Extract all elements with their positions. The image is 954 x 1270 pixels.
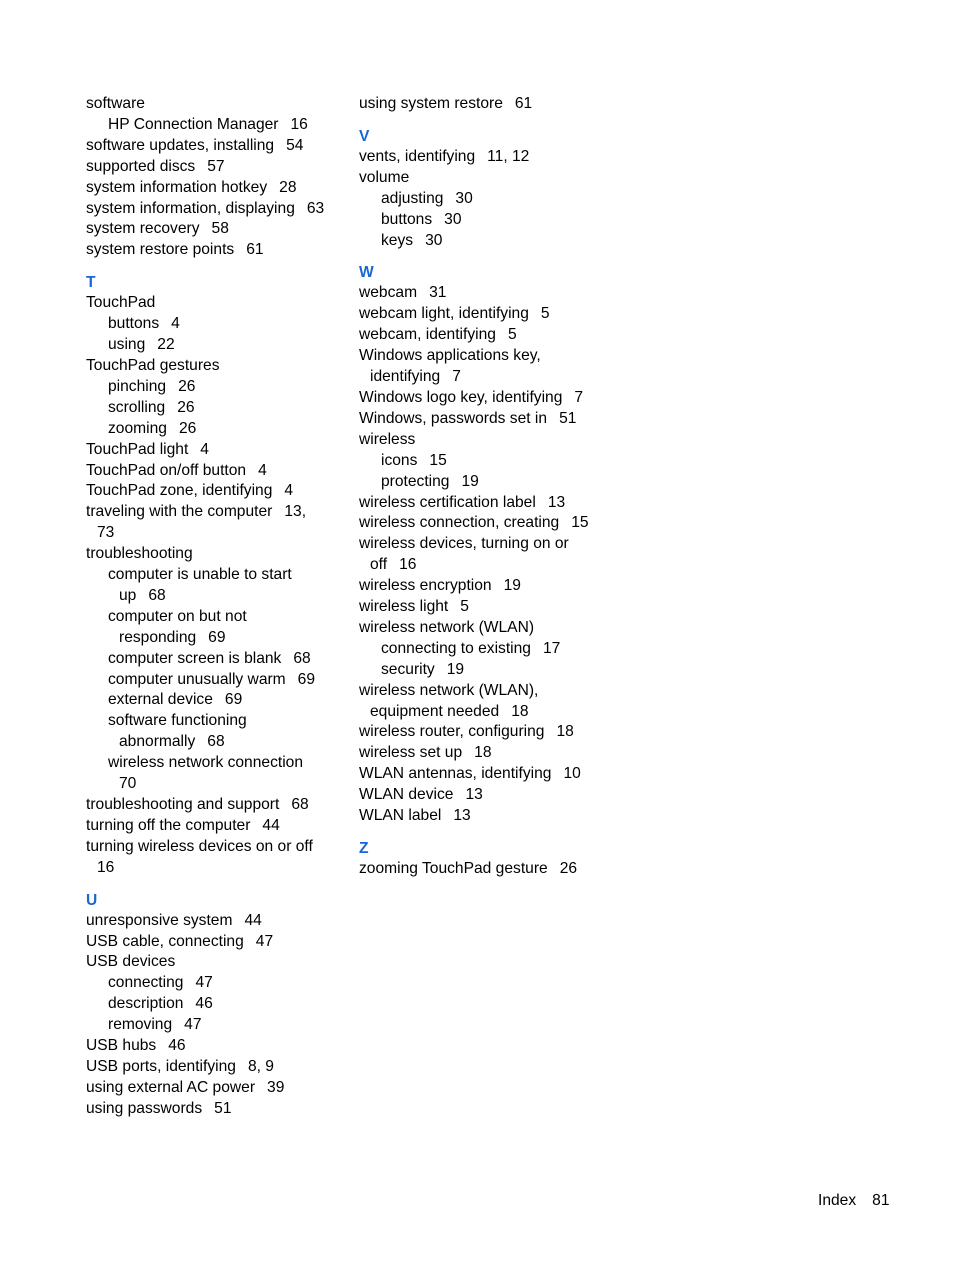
index-subentry bbox=[359, 472, 621, 493]
entry-term: scrolling bbox=[108, 398, 166, 416]
entry-continuation bbox=[359, 555, 621, 576]
index-column-left bbox=[86, 94, 348, 1132]
entry-page-ref[interactable]: 47 bbox=[195, 974, 213, 992]
entry-term: using system restore bbox=[359, 95, 503, 112]
index-entry bbox=[359, 325, 621, 346]
continuation-text: up bbox=[119, 586, 137, 604]
entry-page-ref[interactable]: 4 bbox=[200, 440, 209, 458]
entry-page-ref[interactable]: 26 bbox=[559, 860, 578, 877]
entry-term: Windows, passwords set in bbox=[359, 409, 548, 427]
section-letter: W bbox=[359, 264, 374, 282]
index-entry bbox=[86, 440, 348, 461]
index-subentry bbox=[86, 753, 348, 795]
index-section bbox=[86, 94, 348, 261]
entry-term: HP Connection Manager bbox=[108, 115, 279, 133]
entry-page-ref[interactable]: 31 bbox=[429, 284, 447, 302]
entry-page-ref[interactable]: 26 bbox=[178, 419, 197, 437]
section-letter: V bbox=[359, 127, 370, 145]
index-entry bbox=[86, 502, 348, 544]
entry-page-ref[interactable]: 18 bbox=[474, 744, 492, 762]
entry-term: turning off the computer bbox=[86, 816, 251, 834]
entry-page-ref[interactable]: 19 bbox=[503, 577, 521, 595]
index-subentry bbox=[86, 1015, 348, 1036]
index-entry bbox=[86, 1078, 348, 1099]
entry-term: pinching bbox=[108, 377, 167, 395]
index-subentry bbox=[86, 649, 348, 670]
entry-continuation bbox=[359, 702, 621, 723]
continuation-text: responding bbox=[119, 628, 197, 646]
index-entry bbox=[86, 952, 348, 973]
entry-term: TouchPad zone, identifying bbox=[86, 482, 273, 500]
entry-page-ref[interactable]: 22 bbox=[157, 336, 175, 354]
entry-term: volume bbox=[359, 168, 410, 186]
index-entry bbox=[86, 136, 348, 157]
index-subentry bbox=[359, 231, 621, 252]
entry-page-ref[interactable]: 11, 12 bbox=[487, 147, 530, 165]
entry-page-ref[interactable]: 51 bbox=[559, 409, 577, 427]
index-entry bbox=[359, 94, 621, 115]
index-section bbox=[359, 839, 621, 880]
section-letter: T bbox=[86, 274, 96, 292]
entry-term: computer is unable to start bbox=[108, 566, 292, 584]
entry-page-ref[interactable]: 10 bbox=[563, 765, 581, 783]
entry-page-ref[interactable]: 47 bbox=[255, 932, 274, 950]
entry-page-ref[interactable]: 39 bbox=[267, 1078, 285, 1096]
entry-term: software updates, installing bbox=[86, 136, 275, 154]
entry-page-ref[interactable]: 46 bbox=[168, 1037, 186, 1055]
entry-page-ref[interactable]: 51 bbox=[214, 1099, 232, 1117]
index-subentry bbox=[86, 711, 348, 753]
entry-page-ref[interactable]: 30 bbox=[455, 189, 473, 207]
entry-page-ref[interactable]: 16 bbox=[290, 115, 308, 133]
entry-continuation bbox=[86, 858, 348, 879]
index-section bbox=[359, 263, 621, 827]
entry-page-ref[interactable]: 61 bbox=[246, 241, 264, 259]
entry-term: using external AC power bbox=[86, 1078, 256, 1096]
entry-term: Windows applications key, bbox=[359, 347, 541, 365]
entry-term: turning wireless devices on or off bbox=[86, 837, 313, 855]
entry-term: description bbox=[108, 995, 184, 1013]
continuation-text: identifying bbox=[370, 368, 441, 386]
entry-page-ref[interactable]: 26 bbox=[178, 377, 196, 395]
index-section bbox=[359, 127, 621, 252]
index-entry bbox=[86, 481, 348, 502]
index-subentry bbox=[359, 660, 621, 681]
footer-label: Index bbox=[818, 1192, 857, 1209]
entry-term: system information hotkey bbox=[86, 178, 268, 196]
entry-page-ref[interactable]: 8, 9 bbox=[247, 1057, 274, 1075]
entry-term: troubleshooting bbox=[86, 545, 193, 563]
entry-page-ref[interactable]: 61 bbox=[514, 95, 533, 112]
entry-term: system restore points bbox=[86, 241, 235, 259]
index-entry bbox=[359, 409, 621, 430]
entry-page-ref[interactable]: 4 bbox=[171, 315, 180, 333]
entry-page-ref[interactable]: 44 bbox=[244, 911, 262, 929]
entry-continuation bbox=[108, 774, 348, 795]
entry-term: buttons bbox=[381, 210, 433, 228]
entry-term: connecting to existing bbox=[381, 639, 531, 657]
entry-page-ref[interactable]: 68 bbox=[293, 649, 311, 667]
index-entry bbox=[359, 597, 621, 618]
index-entry bbox=[86, 932, 348, 953]
index-subentry bbox=[86, 690, 348, 711]
entry-page-ref[interactable]: 18 bbox=[511, 702, 529, 720]
entry-term: software functioning bbox=[108, 712, 247, 730]
index-column-right bbox=[359, 94, 621, 892]
entry-term: using bbox=[108, 336, 146, 354]
index-subentry bbox=[86, 994, 348, 1015]
index-entry bbox=[359, 576, 621, 597]
index-entry bbox=[86, 219, 348, 240]
index-entry bbox=[359, 681, 621, 723]
index-subentry bbox=[359, 451, 621, 472]
entry-term: USB cable, connecting bbox=[86, 932, 244, 950]
entry-term: TouchPad bbox=[86, 294, 156, 312]
entry-term: wireless router, configuring bbox=[359, 723, 545, 741]
entry-term: wireless encryption bbox=[359, 577, 492, 595]
index-entry bbox=[86, 157, 348, 178]
entry-page-ref[interactable]: 44 bbox=[262, 816, 280, 834]
entry-page-ref[interactable]: 7 bbox=[574, 388, 584, 406]
entry-term: webcam bbox=[359, 284, 418, 302]
entry-page-ref[interactable]: 57 bbox=[207, 157, 225, 175]
entry-page-ref[interactable]: 17 bbox=[542, 639, 561, 657]
index-entry bbox=[86, 1036, 348, 1057]
entry-page-ref[interactable]: 5 bbox=[460, 598, 469, 616]
entry-term: wireless network connection bbox=[108, 754, 304, 772]
index-entry bbox=[359, 346, 621, 388]
entry-term: zooming TouchPad gesture bbox=[359, 860, 548, 877]
entry-term: wireless set up bbox=[359, 744, 463, 762]
index-entry bbox=[86, 293, 348, 314]
entry-term: connecting bbox=[108, 974, 184, 992]
index-entry bbox=[86, 837, 348, 879]
entry-page-ref[interactable]: 73 bbox=[97, 524, 115, 542]
entry-term: TouchPad light bbox=[86, 440, 189, 458]
index-entry bbox=[359, 147, 621, 168]
entry-term: traveling with the computer bbox=[86, 503, 273, 521]
entry-term: using passwords bbox=[86, 1099, 203, 1117]
index-entry bbox=[86, 94, 348, 115]
entry-term: wireless light bbox=[359, 598, 449, 616]
index-subentry bbox=[86, 115, 348, 136]
entry-page-ref[interactable]: 69 bbox=[297, 670, 316, 688]
index-entry bbox=[86, 461, 348, 482]
index-subentry bbox=[86, 607, 348, 649]
index-entry bbox=[359, 722, 621, 743]
entry-page-ref[interactable]: 13 bbox=[547, 493, 566, 511]
entry-term: computer on but not bbox=[108, 607, 247, 625]
entry-term: TouchPad gestures bbox=[86, 356, 220, 374]
entry-page-ref[interactable]: 5 bbox=[507, 326, 517, 344]
index-section bbox=[86, 273, 348, 878]
entry-term: WLAN antennas, identifying bbox=[359, 765, 552, 783]
entry-page-ref[interactable]: 63 bbox=[306, 199, 325, 217]
entry-page-ref[interactable]: 26 bbox=[177, 398, 195, 416]
entry-term: external device bbox=[108, 691, 213, 709]
continuation-text: equipment needed bbox=[370, 702, 500, 720]
index-subentry bbox=[86, 565, 348, 607]
entry-page-ref[interactable]: 68 bbox=[291, 796, 309, 813]
entry-page-ref[interactable]: 58 bbox=[211, 220, 229, 238]
entry-term: vents, identifying bbox=[359, 147, 476, 165]
entry-term: system recovery bbox=[86, 220, 200, 238]
entry-page-ref[interactable]: 16 bbox=[97, 858, 115, 876]
entry-page-ref[interactable]: 30 bbox=[425, 231, 443, 249]
index-entry bbox=[359, 168, 621, 189]
index-subentry bbox=[86, 377, 348, 398]
entry-term: removing bbox=[108, 1016, 173, 1034]
entry-term: keys bbox=[381, 231, 414, 249]
entry-term: computer screen is blank bbox=[108, 649, 282, 667]
index-entry bbox=[86, 544, 348, 565]
index-section bbox=[86, 891, 348, 1120]
entry-term: wireless network (WLAN) bbox=[359, 618, 535, 636]
entry-page-ref[interactable]: 15 bbox=[429, 451, 447, 469]
entry-page-ref[interactable]: 28 bbox=[279, 178, 297, 196]
entry-continuation bbox=[86, 523, 348, 544]
entry-term: security bbox=[381, 660, 435, 678]
entry-term: wireless devices, turning on or bbox=[359, 535, 569, 553]
entry-term: system information, displaying bbox=[86, 199, 295, 217]
page-number: 81 bbox=[872, 1192, 890, 1209]
index-entry bbox=[86, 1057, 348, 1078]
entry-page-ref[interactable]: 47 bbox=[184, 1016, 202, 1034]
index-entry bbox=[359, 859, 621, 880]
entry-page-ref[interactable]: 30 bbox=[444, 210, 462, 228]
entry-term: WLAN label bbox=[359, 807, 442, 825]
index-entry bbox=[359, 785, 621, 806]
entry-term: troubleshooting and support bbox=[86, 796, 280, 813]
entry-term: webcam light, identifying bbox=[359, 305, 529, 323]
index-entry bbox=[86, 795, 348, 816]
index-subentry bbox=[86, 670, 348, 691]
index-entry bbox=[359, 493, 621, 514]
entry-term: unresponsive system bbox=[86, 911, 233, 929]
entry-page-ref[interactable]: 16 bbox=[399, 556, 417, 574]
index-subentry bbox=[86, 973, 348, 994]
entry-continuation bbox=[108, 732, 348, 753]
page-footer bbox=[818, 1190, 890, 1212]
entry-page-ref[interactable]: 4 bbox=[258, 461, 267, 479]
index-subentry bbox=[86, 419, 348, 440]
entry-term: WLAN device bbox=[359, 786, 454, 804]
entry-page-ref[interactable]: 54 bbox=[286, 136, 304, 154]
entry-term: buttons bbox=[108, 315, 160, 333]
index-entry bbox=[359, 304, 621, 325]
entry-term: zooming bbox=[108, 419, 167, 437]
entry-page-ref[interactable]: 18 bbox=[556, 723, 574, 741]
section-letter: U bbox=[86, 891, 98, 909]
index-entry bbox=[359, 806, 621, 827]
index-subentry bbox=[86, 314, 348, 335]
index-subentry bbox=[86, 398, 348, 419]
index-entry bbox=[359, 430, 621, 451]
index-entry bbox=[86, 911, 348, 932]
entry-term: wireless bbox=[359, 430, 416, 448]
entry-term: adjusting bbox=[381, 189, 444, 207]
index-entry bbox=[86, 178, 348, 199]
continuation-text: abnormally bbox=[119, 733, 196, 751]
index-entry bbox=[359, 283, 621, 304]
entry-term: computer unusually warm bbox=[108, 670, 286, 688]
section-letter: Z bbox=[359, 840, 369, 857]
entry-continuation bbox=[108, 586, 348, 607]
entry-page-ref[interactable]: 68 bbox=[148, 586, 166, 604]
entry-continuation bbox=[108, 628, 348, 649]
entry-term: icons bbox=[381, 451, 418, 469]
entry-page-ref[interactable]: 13 bbox=[465, 786, 483, 804]
entry-page-ref[interactable]: 69 bbox=[208, 628, 226, 646]
entry-term: webcam, identifying bbox=[359, 326, 496, 344]
entry-term: wireless connection, creating bbox=[359, 514, 560, 532]
entry-term: protecting bbox=[381, 472, 450, 490]
index-entry bbox=[359, 618, 621, 639]
index-entry bbox=[86, 1099, 348, 1120]
entry-page-ref[interactable]: 46 bbox=[195, 995, 213, 1013]
entry-page-ref[interactable]: 69 bbox=[224, 691, 243, 709]
entry-term: USB ports, identifying bbox=[86, 1057, 236, 1075]
entry-term: wireless network (WLAN), bbox=[359, 681, 539, 699]
entry-page-ref[interactable]: 15 bbox=[571, 514, 589, 532]
entry-term: USB devices bbox=[86, 953, 176, 971]
entry-term: Windows logo key, identifying bbox=[359, 388, 563, 406]
entry-page-ref[interactable]: 13 bbox=[453, 807, 471, 825]
index-subentry bbox=[359, 210, 621, 231]
entry-page-ref[interactable]: 4 bbox=[284, 482, 294, 500]
index-entry bbox=[359, 764, 621, 785]
entry-continuation bbox=[359, 367, 621, 388]
index-subentry bbox=[359, 639, 621, 660]
index-subentry bbox=[86, 335, 348, 356]
index-entry bbox=[359, 513, 621, 534]
entry-page-ref[interactable]: 68 bbox=[207, 733, 225, 751]
index-entry bbox=[86, 199, 348, 220]
index-subentry bbox=[359, 189, 621, 210]
entry-page-ref[interactable]: 19 bbox=[461, 472, 479, 490]
index-entry bbox=[86, 816, 348, 837]
entry-term: wireless certification label bbox=[359, 493, 536, 511]
entry-page-ref[interactable]: 70 bbox=[119, 775, 137, 793]
entry-page-ref[interactable]: 7 bbox=[452, 368, 461, 386]
entry-term: software bbox=[86, 95, 145, 112]
index-entry bbox=[359, 388, 621, 409]
entry-term: supported discs bbox=[86, 157, 196, 175]
entry-page-ref[interactable]: 13, bbox=[284, 503, 307, 521]
entry-page-ref[interactable]: 5 bbox=[540, 305, 550, 323]
entry-term: TouchPad on/off button bbox=[86, 461, 247, 479]
entry-term: USB hubs bbox=[86, 1037, 157, 1055]
index-section bbox=[359, 94, 621, 115]
index-entry bbox=[359, 534, 621, 576]
continuation-text: off bbox=[370, 556, 388, 574]
entry-page-ref[interactable]: 19 bbox=[446, 660, 465, 678]
index-entry bbox=[86, 240, 348, 261]
index-entry bbox=[86, 356, 348, 377]
index-entry bbox=[359, 743, 621, 764]
